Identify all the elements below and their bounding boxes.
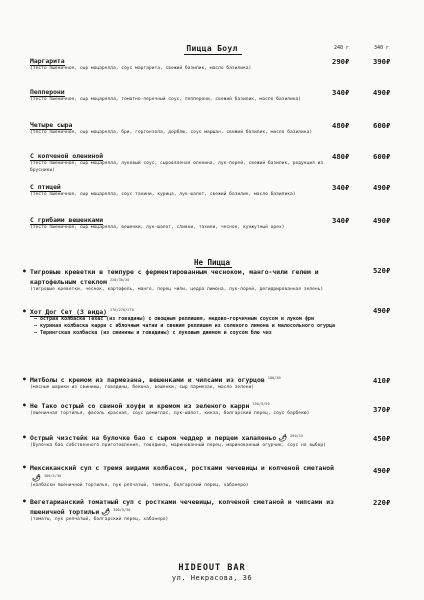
item-name: Хот Дог Сет (3 вида) (30, 308, 107, 317)
dash-icon: – (34, 330, 38, 337)
notpizza-item (30, 376, 340, 392)
price: 450₽ (373, 434, 391, 443)
item-desc: (пшеничная тортилья, фасоль красная, соус демиглас, лук-шалот, кинза, болгарский перец, соус барбекю) (30, 411, 310, 417)
notpizza-item (30, 498, 340, 524)
item-name: С копченой олениной (30, 152, 104, 160)
pizza-item (30, 57, 340, 73)
price: 410₽ (373, 376, 391, 385)
item-desc: (тесто пшеничное, сыр моцарелла, луковый соус, сыровяленая оленина, лук-порей, свежий базилик, редукция из брусники) (30, 161, 324, 173)
item-name: С грибами вешенками (30, 216, 104, 224)
bar-name: HIDEOUT BAR (178, 563, 246, 573)
item-desc: (мясные шарики из свинины, говядины, бекона, вешенки, сыр пармезан, масло зелени) (30, 385, 255, 391)
notpizza-item (30, 434, 340, 450)
pizza-item (30, 183, 340, 199)
size-small-header: 240 г (334, 45, 350, 51)
item-desc: (булочка бао собственного приготовления, говядина, маринованный перец, маринованный огурчик, соус на выбор) (30, 443, 326, 449)
pepper-icon: 🌶 (32, 474, 41, 483)
bullet-icon: • (22, 267, 27, 276)
item-name: Пепперони (30, 88, 65, 96)
item-desc: (тесто пшеничное, сыр моцарелла, вешенки, лук-шалот, сливки, тахини, чеснок, кунжутный орех) (30, 225, 285, 230)
item-name: Тигровые креветки в темпуре с ферментированным чесноком, манго-чили гелем и картофельным стеклом (30, 268, 319, 287)
notpizza-item (30, 308, 340, 337)
price-large: 490₽ (373, 88, 391, 97)
item-name: Острый чизстейк на булочке бао с сыром чеддер и перцем халапеньо (30, 434, 277, 443)
section-title-pizza: Пицца Боул (186, 44, 238, 53)
bullet-icon: • (22, 497, 27, 506)
price-small: 290₽ (332, 57, 350, 66)
item-desc: (тигровые креветки, чеснок, картофель, манго, перец чили, цедра лимона, лук-порей, дегидрированная зелень) (30, 287, 324, 293)
price: 220₽ (373, 498, 391, 507)
item-weight: 200/15 (290, 434, 304, 438)
item-weight: 270/270/270 (109, 308, 134, 312)
item-name: Четыре сыра (30, 121, 73, 129)
item-weight: 180/30 (267, 376, 281, 380)
item-weight: 300/5/30 (43, 474, 62, 478)
price-small: 340₽ (332, 216, 350, 225)
pizza-item (30, 88, 340, 104)
notpizza-item (30, 464, 340, 490)
price-large: 490₽ (373, 183, 391, 192)
price: 370₽ (373, 405, 391, 414)
price-large: 600₽ (373, 121, 391, 130)
item-desc: (тесто пшеничное, сыр моцарелла, соус тахини, курица, лук-шалот, свежий базилик, масло базилика) (30, 192, 296, 197)
item-name: Маргарита (30, 57, 65, 65)
price-large: 390₽ (373, 57, 391, 66)
notpizza-item (30, 402, 340, 418)
price-small: 340₽ (332, 88, 350, 97)
dash-icon: – (34, 323, 38, 330)
item-desc: (тесто пшеничное, сыр моцарелла, бри, горгонзола, дорблю, соус маршан, свежий базилик, масло базилика) (30, 130, 313, 135)
item-desc: (томаты, лук репчатый, болгарский перец, хабанеро) (30, 517, 169, 523)
item-name: Митболы с кремом из пармезана, вешенками и чипсами из огурцов (30, 376, 265, 385)
bullet-icon: • (22, 307, 27, 316)
price: 520₽ (373, 266, 391, 275)
notpizza-item (30, 268, 340, 294)
bar-address: ул. Некрасова, 36 (171, 574, 253, 582)
pizza-item (30, 121, 340, 137)
size-large-header: 340 г (374, 45, 390, 51)
item-desc: (тесто пшеничное, сыр моцарелла, томатно-перечный соус, пепперони, свежий базилик, масло базилика) (30, 97, 302, 102)
sub-item: – куриная колбаска карри с яблочным чатни и свежим реллишем из соленого лимона и малосольного огурца (34, 323, 336, 330)
price-small: 480₽ (332, 152, 350, 161)
item-name: Вегетарианский томатный суп с ростками чечевицы, копченой сметаной и чипсами из пшеничной тортильи (30, 498, 334, 517)
item-weight: 220/30/20 (109, 278, 130, 282)
item-name: Мексиканский суп с тремя видами колбасок, ростками чечевицы и копченой сметаной (30, 464, 334, 472)
price-large: 490₽ (373, 216, 391, 225)
sub-item: – Тюрингская колбаска (из свинины и говядины) с луковым джемом и соусом блю чиз (34, 330, 272, 337)
bullet-icon: • (22, 463, 27, 472)
price-small: 340₽ (332, 183, 350, 192)
item-name: Не Тако острый со свиной хоуфи и кремом из зеленого карри (30, 402, 250, 411)
price-large: 600₽ (373, 152, 391, 161)
item-weight: 300/5/30 (113, 508, 131, 512)
bullet-icon: • (22, 375, 27, 384)
pizza-item (30, 152, 340, 175)
dash-icon: – (34, 316, 38, 323)
item-desc: (колбаски пшеничной тортилья, лук репчатый, томаты, болгарский перец, хабанеро) (30, 483, 249, 489)
item-desc: (тесто пшеничное, сыр моцарелла, соус маргарита, свежий базилик, масло базилика) (30, 66, 252, 71)
title-underline (184, 54, 242, 55)
pizza-item (30, 216, 340, 232)
item-weight: 150/5/50 (252, 402, 270, 406)
price-small: 480₽ (332, 121, 350, 130)
bullet-icon: • (22, 433, 27, 442)
price: 490₽ (373, 306, 391, 315)
sub-item: – острая колбаска Техас (из говядины) с овощным реллишем, медово-горчичным соусом и луком фри (34, 316, 314, 323)
section-title-notpizza: Не Пицца (193, 258, 231, 267)
price: 490₽ (373, 466, 391, 475)
item-name: С птицей (30, 183, 61, 191)
pepper-icon: 🌶 (278, 434, 288, 443)
pepper-icon: 🌶 (101, 508, 111, 517)
bullet-icon: • (22, 401, 27, 410)
